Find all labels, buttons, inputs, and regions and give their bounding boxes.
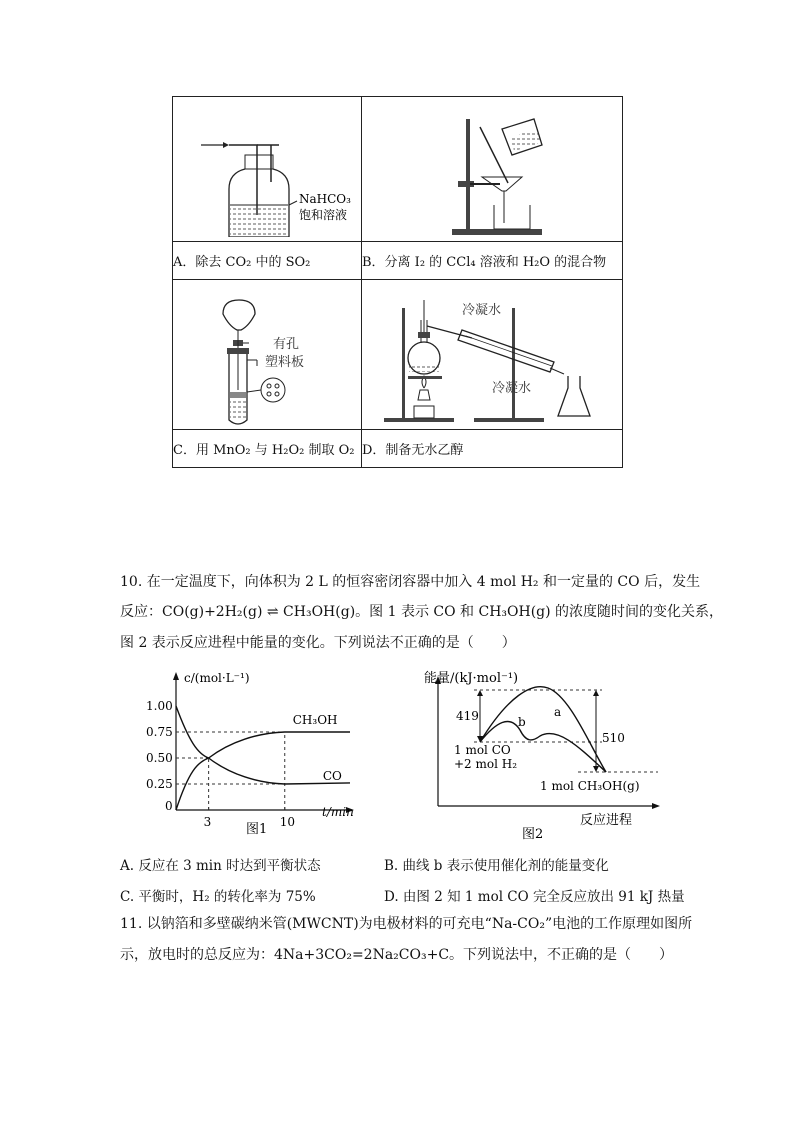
apparatus-a-label1: NaHCO₃ [299, 192, 351, 206]
apparatus-c-image [173, 280, 362, 430]
q10-option-a: A. 反应在 3 min 时达到平衡状态 [120, 858, 321, 874]
q10-option-d: D. 由图 2 知 1 mol CO 完全反应放出 91 kJ 热量 [384, 889, 685, 905]
q10-line1: 10. 在一定温度下，向体积为 2 L 的恒容密闭容器中加入 4 mol H₂ 和一定量的 CO 后，发生 [120, 574, 701, 590]
figure-1-chart [140, 668, 370, 844]
fig1-series-label-co: CO [322, 769, 342, 783]
fig2-product-label: 1 mol CH₃OH(g) [540, 779, 640, 793]
fig2-title: 图2 [522, 827, 544, 842]
apparatus-c-label2: 塑料板 [265, 355, 305, 370]
apparatus-table [172, 96, 623, 468]
fig1-xtick-label: 10 [279, 815, 296, 829]
fig1-ytick-label: 0.25 [146, 777, 173, 791]
apparatus-d-label-bottom: 冷凝水 [492, 381, 532, 396]
apparatus-b-caption: B．分离 I₂ 的 CCl₄ 溶液和 H₂O 的混合物 [362, 242, 623, 280]
q11-line2: 示，放电时的总反应为：4Na+3CO₂=2Na₂CO₃+C。下列说法中，不正确的是（ ） [120, 947, 674, 963]
apparatus-c-caption: C．用 MnO₂ 与 H₂O₂ 制取 O₂ [173, 430, 362, 468]
fig2-reactants-2: +2 mol H₂ [454, 757, 518, 771]
fig1-ytick-label: 0.50 [146, 751, 173, 765]
fig1-series-label-ch3oh: CH₃OH [292, 713, 338, 727]
q10-option-c: C. 平衡时，H₂ 的转化率为 75% [120, 889, 316, 905]
fig1-origin: 0 [165, 799, 173, 813]
apparatus-d-image [362, 280, 623, 430]
figure-2-chart [418, 666, 678, 842]
fig2-reactants-1: 1 mol CO [454, 743, 511, 757]
fig1-xlabel: t/min [322, 805, 354, 819]
apparatus-a-caption: A．除去 CO₂ 中的 SO₂ [173, 242, 362, 280]
fig1-title: 图1 [246, 822, 268, 837]
q10-line2: 反应：CO(g)+2H₂(g) ⇌ CH₃OH(g)。图 1 表示 CO 和 CH₃OH(g) 的浓度随时间的变化关系， [120, 604, 724, 620]
apparatus-b-image [362, 97, 623, 242]
q10-line3: 图 2 表示反应进程中能量的变化。下列说法不正确的是（ ） [120, 635, 516, 651]
apparatus-d-label-top: 冷凝水 [462, 303, 502, 318]
fig2-xlabel: 反应进程 [580, 813, 633, 828]
fig2-ylabel: 能量/(kJ·mol⁻¹) [424, 671, 519, 686]
apparatus-c-label1: 有孔 [273, 337, 300, 352]
apparatus-a-label2: 饱和溶液 [299, 208, 348, 222]
fig1-ylabel: c/(mol·L⁻¹) [184, 671, 250, 685]
apparatus-d-caption: D．制备无水乙醇 [362, 430, 623, 468]
fig2-curve-a-label: a [554, 705, 562, 719]
fig1-ytick-label: 0.75 [146, 725, 173, 739]
fig2-curve-b-label: b [518, 715, 526, 729]
fig1-ytick-label: 1.00 [146, 699, 173, 713]
apparatus-a-image [173, 97, 362, 242]
fig2-total-label: 510 [602, 731, 625, 745]
q11-line1: 11. 以钠箔和多壁碳纳米管(MWCNT)为电极材料的可充电“Na-CO₂”电池的工作原理如图所 [120, 916, 693, 932]
fig2-ea-label: 419 [456, 709, 479, 723]
q10-option-b: B. 曲线 b 表示使用催化剂的能量变化 [384, 858, 609, 874]
fig1-xtick-label: 3 [203, 815, 212, 829]
